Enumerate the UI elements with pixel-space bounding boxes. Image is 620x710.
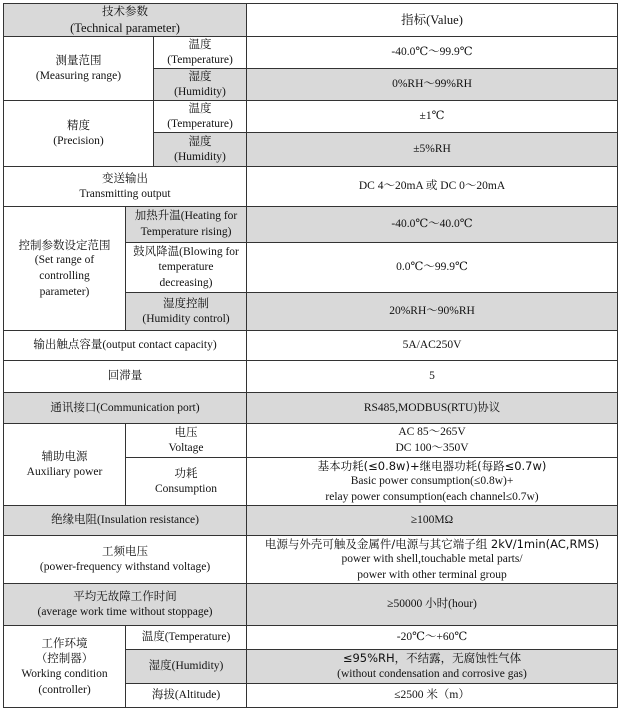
measuring-temp-value: -40.0℃～99.9℃	[247, 37, 618, 69]
hysteresis-value: 5	[247, 361, 618, 393]
table-header-row	[4, 4, 618, 37]
table-row	[4, 207, 618, 243]
table-row	[4, 331, 618, 361]
header-parameter-cell	[4, 4, 247, 37]
aux-consumption-value: 基本功耗(≤0.8w)+继电器功耗(每路≤0.7w) Basic power consumption(≤0.8w)+ relay power consumption(each channel≤0.7w)	[247, 458, 618, 506]
control-heating-value: -40.0℃～40.0℃	[247, 207, 618, 243]
environment-label: 工作环境 （控制器） Working condition (controller)	[4, 626, 126, 708]
control-humidity-label: 湿度控制 (Humidity control)	[126, 293, 247, 331]
table-row	[4, 393, 618, 424]
table-row	[4, 101, 618, 133]
transmitting-label: 变送输出 Transmitting output	[4, 167, 247, 207]
control-blowing-label: 鼓风降温(Blowing for temperature decreasing)	[126, 243, 247, 293]
environment-temp-label: 温度(Temperature)	[126, 626, 247, 650]
table-row	[4, 626, 618, 650]
aux-consumption-label: 功耗 Consumption	[126, 458, 247, 506]
mtbf-value: ≥50000 小时(hour)	[247, 584, 618, 626]
aux-voltage-label: 电压 Voltage	[126, 424, 247, 458]
transmitting-value: DC 4～20mA 或 DC 0～20mA	[247, 167, 618, 207]
environment-hum-label: 湿度(Humidity)	[126, 650, 247, 684]
table-row	[4, 536, 618, 584]
precision-hum-value: ±5%RH	[247, 133, 618, 167]
withstand-label: 工频电压 (power-frequency withstand voltage)	[4, 536, 247, 584]
contact-value: 5A/AC250V	[247, 331, 618, 361]
contact-label: 输出触点容量(output contact capacity)	[4, 331, 247, 361]
environment-alt-label: 海拔(Altitude)	[126, 684, 247, 708]
hysteresis-label: 回滞量	[4, 361, 247, 393]
table-row	[4, 424, 618, 458]
mtbf-label: 平均无故障工作时间 (average work time without stoppage)	[4, 584, 247, 626]
control-blowing-value: 0.0℃～99.9℃	[247, 243, 618, 293]
precision-hum-label: 湿度 (Humidity)	[154, 133, 247, 167]
measuring-hum-value: 0%RH～99%RH	[247, 69, 618, 101]
measuring-range-label: 测量范围 (Measuring range)	[4, 37, 154, 101]
table-row	[4, 584, 618, 626]
header-parameter-en: (Technical parameter)	[70, 20, 180, 35]
measuring-temp-label: 温度 (Temperature)	[154, 37, 247, 69]
control-humidity-value: 20%RH～90%RH	[247, 293, 618, 331]
precision-temp-value: ±1℃	[247, 101, 618, 133]
environment-temp-value: -20℃～+60℃	[247, 626, 618, 650]
table-row	[4, 506, 618, 536]
withstand-value: 电源与外壳可触及金属件/电源与其它端子组 2kV/1min(AC,RMS) power with shell,touchable metal parts/ power with other terminal group	[247, 536, 618, 584]
precision-temp-label: 温度 (Temperature)	[154, 101, 247, 133]
technical-parameter-table	[3, 3, 618, 708]
aux-voltage-value: AC 85～265V DC 100～350V	[247, 424, 618, 458]
precision-label: 精度 (Precision)	[4, 101, 154, 167]
header-parameter-zh: 技术参数	[102, 4, 148, 18]
header-value-cell: 指标(Value)	[247, 4, 618, 37]
table-row	[4, 37, 618, 69]
control-range-label: 控制参数设定范围 (Set range of controlling parameter)	[4, 207, 126, 331]
table-row	[4, 361, 618, 393]
insulation-label: 绝缘电阻(Insulation resistance)	[4, 506, 247, 536]
measuring-hum-label: 湿度 (Humidity)	[154, 69, 247, 101]
table-row	[4, 167, 618, 207]
aux-power-label: 辅助电源 Auxiliary power	[4, 424, 126, 506]
environment-hum-value: ≤95%RH，不结露，无腐蚀性气体 (without condensation and corrosive gas)	[247, 650, 618, 684]
environment-alt-value: ≤2500 米（m）	[247, 684, 618, 708]
insulation-value: ≥100MΩ	[247, 506, 618, 536]
comm-value: RS485,MODBUS(RTU)协议	[247, 393, 618, 424]
control-heating-label: 加热升温(Heating for Temperature rising)	[126, 207, 247, 243]
comm-label: 通讯接口(Communication port)	[4, 393, 247, 424]
